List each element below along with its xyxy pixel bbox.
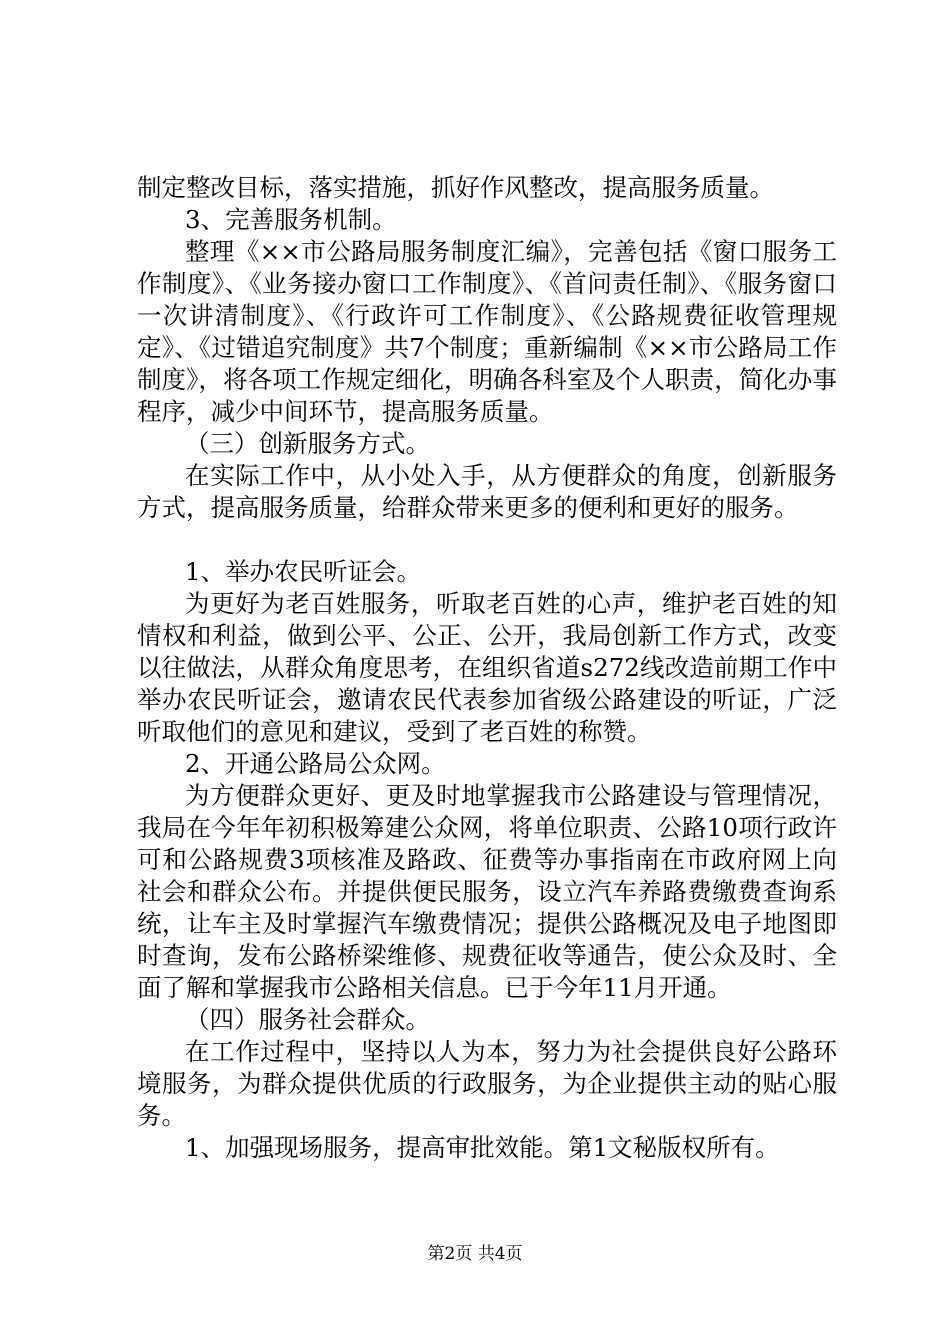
section-heading: 2、开通公路局公众网。	[185, 749, 446, 778]
section-heading: 1、加强现场服务，提高审批效能。第1文秘版权所有。	[185, 1133, 780, 1162]
paragraph: 制定整改目标，落实措施，抓好作风整改，提高服务质量。	[137, 173, 774, 202]
section-heading: 3、完善服务机制。	[185, 205, 397, 234]
page-number-footer: 第2页 共4页	[427, 1244, 523, 1264]
document-body	[137, 172, 837, 1164]
blank-line	[137, 524, 837, 556]
section-heading: （四）服务社会群众。	[185, 1005, 430, 1034]
paragraph: 在实际工作中，从小处入手，从方便群众的角度，创新服务方式，提高服务质量，给群众带来更多的便利和更好的服务。	[137, 461, 837, 522]
paragraph: 为更好为老百姓服务，听取老百姓的心声，维护老百姓的知情权和利益，做到公平、公正、公开，我局创新工作方式，改变以往做法，从群众角度思考，在组织省道s272线改造前期工作中举办农民听证会，邀请农民代表参加省级公路建设的听证，广泛听取他们的意见和建议，受到了老百姓的称赞。	[137, 589, 837, 746]
paragraph: 在工作过程中，坚持以人为本，努力为社会提供良好公路环境服务，为群众提供优质的行政服务，为企业提供主动的贴心服务。	[137, 1037, 837, 1130]
paragraph: 整理《××市公路局服务制度汇编》，完善包括《窗口服务工作制度》、《业务接办窗口工作制度》、《首问责任制》、《服务窗口一次讲清制度》、《行政许可工作制度》、《公路规费征收管理规定》、《过错追究制度》共7个制度；重新编制《××市公路局工作制度》，将各项工作规定细化，明确各科室及个人职责，简化办事程序，减少中间环节，提高服务质量。	[137, 237, 837, 426]
section-heading: （三）创新服务方式。	[185, 429, 430, 458]
paragraph: 为方便群众更好、更及时地掌握我市公路建设与管理情况，我局在今年年初积极筹建公众网，将单位职责、公路10项行政许可和公路规费3项核准及路政、征费等办事指南在市政府网上向社会和群众公布。并提供便民服务，设立汽车养路费缴费查询系统，让车主及时掌握汽车缴费情况；提供公路概况及电子地图即时查询，发布公路桥梁维修、规费征收等通告，使公众及时、全面了解和掌握我市公路相关信息。已于今年11月开通。	[137, 781, 837, 1002]
section-heading: 1、举办农民听证会。	[185, 557, 422, 586]
